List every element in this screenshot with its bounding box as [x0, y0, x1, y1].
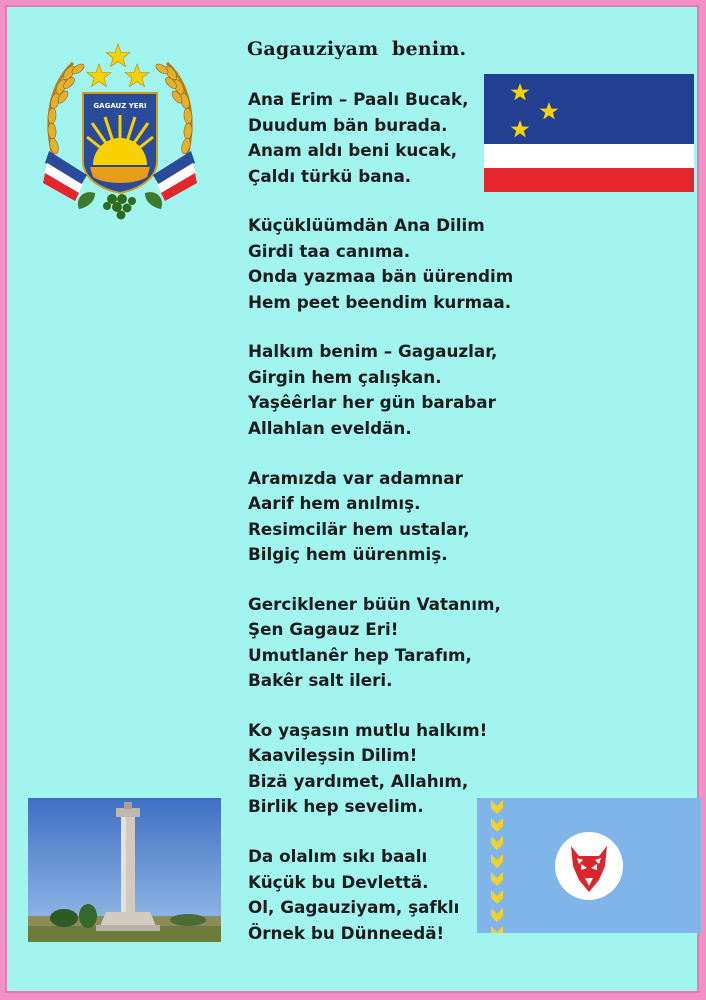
shield — [83, 93, 157, 193]
stanza — [248, 87, 513, 189]
poem-line: Şen Gagauz Eri! — [248, 619, 399, 640]
poem-line: Girgin hem çalışkan. — [248, 366, 442, 387]
stanza — [248, 718, 513, 820]
poem-line: Kaavileşsin Dilim! — [248, 745, 418, 766]
poem-line: Çaldı türkü bana. — [248, 165, 412, 186]
poem-line: Bilgiç hem üürenmiş. — [248, 544, 448, 565]
emblem-ribbon-text: GAGAUZ YERI — [93, 102, 147, 110]
stanza — [248, 213, 513, 315]
poem-line: Halkım benim – Gagauzlar, — [248, 341, 498, 362]
star-icon — [87, 44, 149, 87]
poem-title: Gagauziyam benim. — [247, 38, 467, 60]
poem-line: Resimcilär hem ustalar, — [248, 518, 470, 539]
poem-page — [5, 5, 699, 993]
ribbon-right — [153, 151, 197, 201]
poem-line: Aramızda var adamnar — [248, 467, 463, 488]
stanza — [248, 844, 513, 946]
stanza — [248, 339, 513, 441]
wolf-flag-icon — [477, 798, 701, 933]
poem-line: Küçük bu Devlettä. — [248, 871, 429, 892]
grapes-icon — [103, 194, 136, 220]
poem-line: Birlik hep sevelim. — [248, 796, 424, 817]
coat-of-arms-icon — [35, 43, 205, 221]
poem-line: Allahlan eveldän. — [248, 417, 412, 438]
stanza — [248, 466, 513, 568]
poem-line: Umutlanêr hep Tarafım, — [248, 644, 472, 665]
poem-line: Girdi taa canıma. — [248, 240, 411, 261]
poem-line: Yaşêêrlar her gün barabar — [248, 392, 496, 413]
poem-line: Ana Erim – Paalı Bucak, — [248, 89, 469, 109]
poem-line: Ko yaşasın mutlu halkım! — [248, 719, 488, 740]
ribbon-left — [43, 151, 87, 201]
poem-body — [248, 87, 513, 970]
monument-column-photo — [28, 798, 221, 942]
stanza — [248, 592, 513, 694]
poem-line: Da olalım sıkı baalı — [248, 846, 428, 867]
poem-line: Örnek bu Dünneedä! — [248, 922, 445, 943]
poem-line: Bakêr salt ileri. — [248, 670, 393, 691]
poem-line: Onda yazmaa bän üürendim — [248, 266, 514, 287]
gagauzia-flag-icon — [484, 74, 694, 192]
poem-line: Ol, Gagauziyam, şafklı — [248, 897, 460, 918]
poem-line: Duudum bän burada. — [248, 114, 448, 135]
poem-line: Anam aldı beni kucak, — [248, 140, 458, 160]
poem-line: Küçüklüümdän Ana Dilim — [248, 215, 485, 236]
poem-line: Aarif hem anılmış. — [248, 493, 421, 514]
poem-line: Bizä yardımet, Allahım, — [248, 770, 469, 791]
poem-line: Gerciklener büün Vatanım, — [248, 593, 501, 614]
poem-line: Hem peet beendim kurmaa. — [248, 291, 512, 312]
